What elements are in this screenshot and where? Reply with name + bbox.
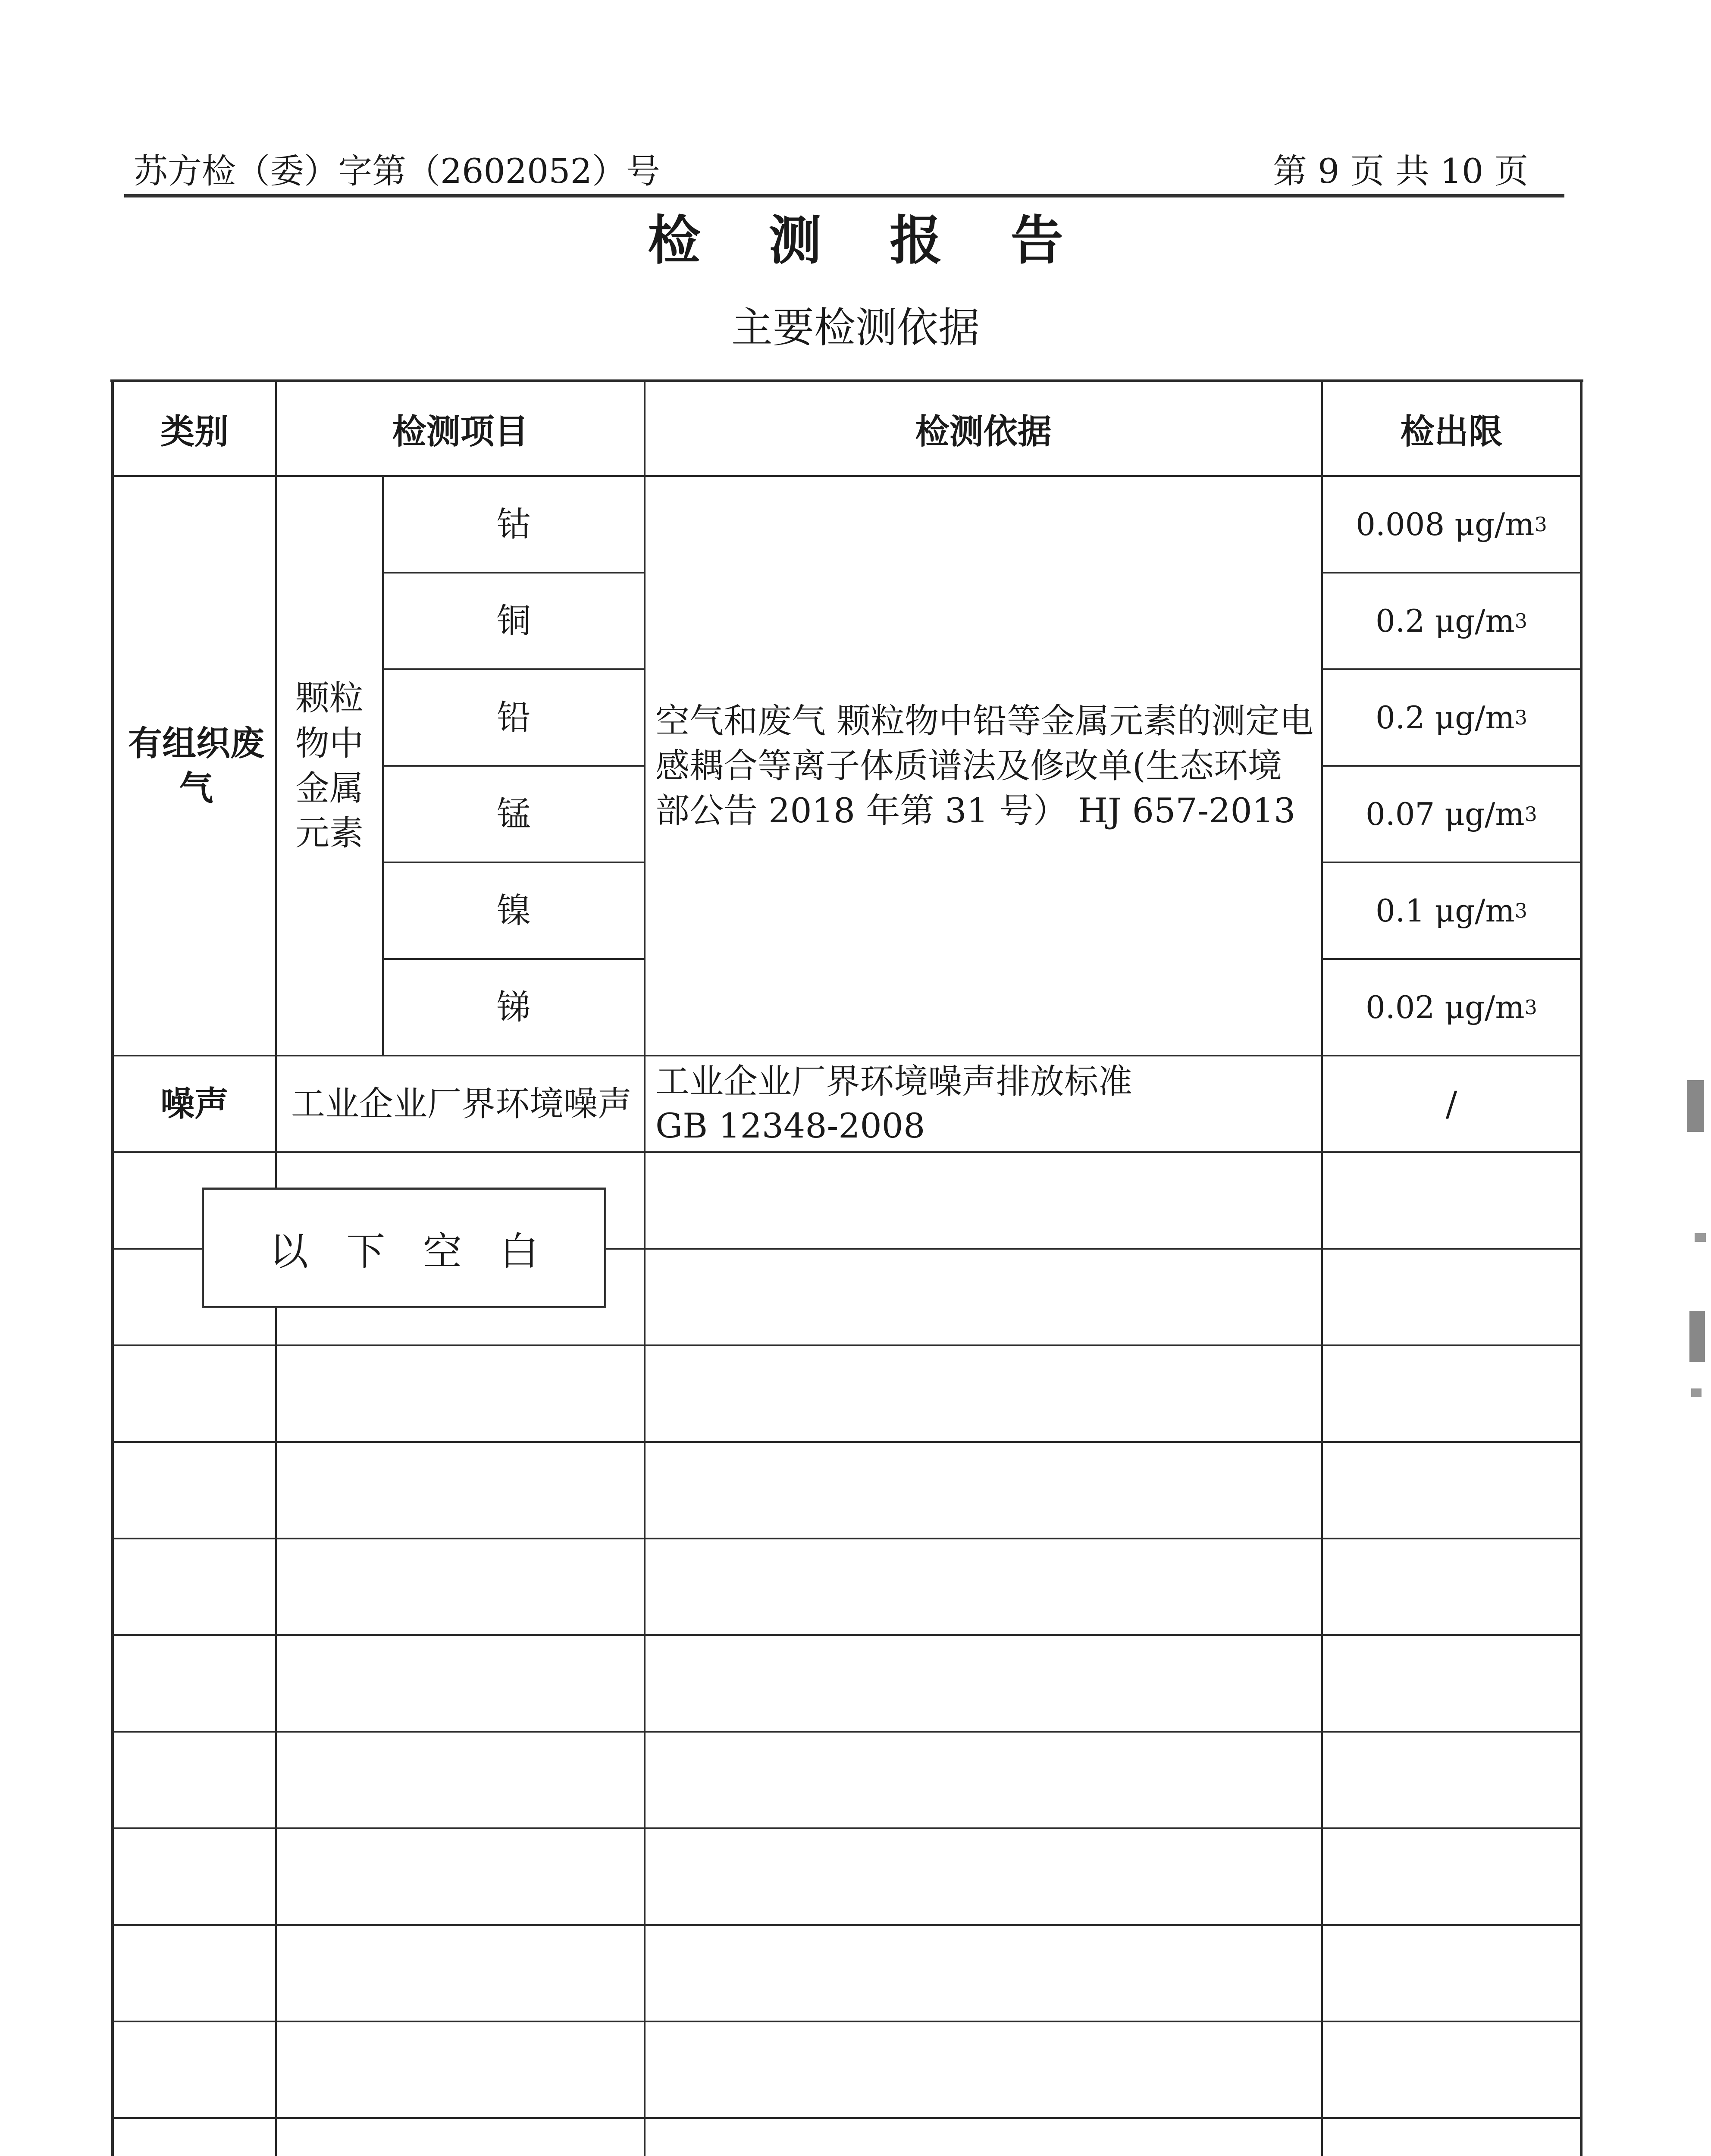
element-nickel: 镍 — [497, 890, 531, 931]
row-rule — [111, 1538, 1583, 1539]
page-indicator: 第 9 页 共 10 页 — [1273, 151, 1529, 191]
report-number: 苏方检（委）字第（2602052）号 — [134, 151, 660, 191]
row-rule — [111, 1151, 1583, 1153]
row-rule — [111, 1827, 1583, 1829]
blank-below-stamp: 以下空白 — [202, 1188, 606, 1308]
subcategory-particulate-metals: 颗粒物中金属元素 — [295, 678, 364, 853]
row-rule — [111, 2021, 1583, 2022]
element-manganese: 锰 — [497, 794, 531, 834]
row-rule — [111, 1441, 1583, 1443]
limit-manganese: 0.07 μg/m 3 — [1366, 796, 1537, 832]
row-rule — [111, 1344, 1583, 1346]
category-organized-exhaust: 有组织废气 — [128, 723, 264, 808]
col-rule-2 — [644, 379, 646, 2156]
limit-lead: 0.2 μg/m 3 — [1375, 699, 1528, 736]
row-rule — [111, 1634, 1583, 1636]
edge-mark — [1695, 1233, 1706, 1242]
limit-cobalt: 0.008 μg/m 3 — [1356, 506, 1547, 542]
header-basis: 检测依据 — [915, 411, 1052, 451]
row-rule — [111, 2117, 1583, 2119]
row-rule — [111, 1731, 1583, 1733]
header-limit: 检出限 — [1400, 411, 1503, 451]
header-category: 类别 — [160, 411, 229, 451]
table-border-left — [111, 379, 114, 2156]
basis-gb12348 — [655, 1056, 1315, 1151]
report-title: 检 测 报 告 — [648, 209, 1088, 271]
basis-gb12348-line2: GB 12348-2008 — [655, 1106, 925, 1146]
section-title: 主要检测依据 — [731, 304, 980, 352]
basis-hj657: 空气和废气 颗粒物中铅等金属元素的测定电感耦合等离子体质谱法及修改单(生态环境部公告 2018 年第 31 号） HJ 657-2013 — [655, 701, 1314, 831]
limit-antimony: 0.02 μg/m 3 — [1366, 989, 1537, 1025]
item-boundary-noise: 工业企业厂界环境噪声 — [291, 1084, 632, 1124]
edge-mark — [1689, 1311, 1705, 1362]
limit-nickel: 0.1 μg/m 3 — [1375, 893, 1528, 929]
limit-noise: / — [1445, 1084, 1457, 1124]
element-copper: 铜 — [497, 601, 531, 641]
edge-mark — [1687, 1080, 1704, 1132]
category-noise: 噪声 — [160, 1083, 229, 1124]
element-lead: 铅 — [497, 697, 531, 737]
element-antimony: 锑 — [497, 987, 531, 1027]
table-border-right — [1580, 379, 1583, 2156]
edge-mark — [1691, 1388, 1702, 1397]
row-rule — [111, 1924, 1583, 1926]
element-cobalt: 钴 — [497, 504, 531, 544]
basis-gb12348-line1: 工业企业厂界环境噪声排放标准 — [655, 1062, 1132, 1102]
limit-copper: 0.2 μg/m 3 — [1375, 603, 1528, 639]
header-rule — [124, 194, 1564, 197]
header-item: 检测项目 — [392, 411, 529, 451]
